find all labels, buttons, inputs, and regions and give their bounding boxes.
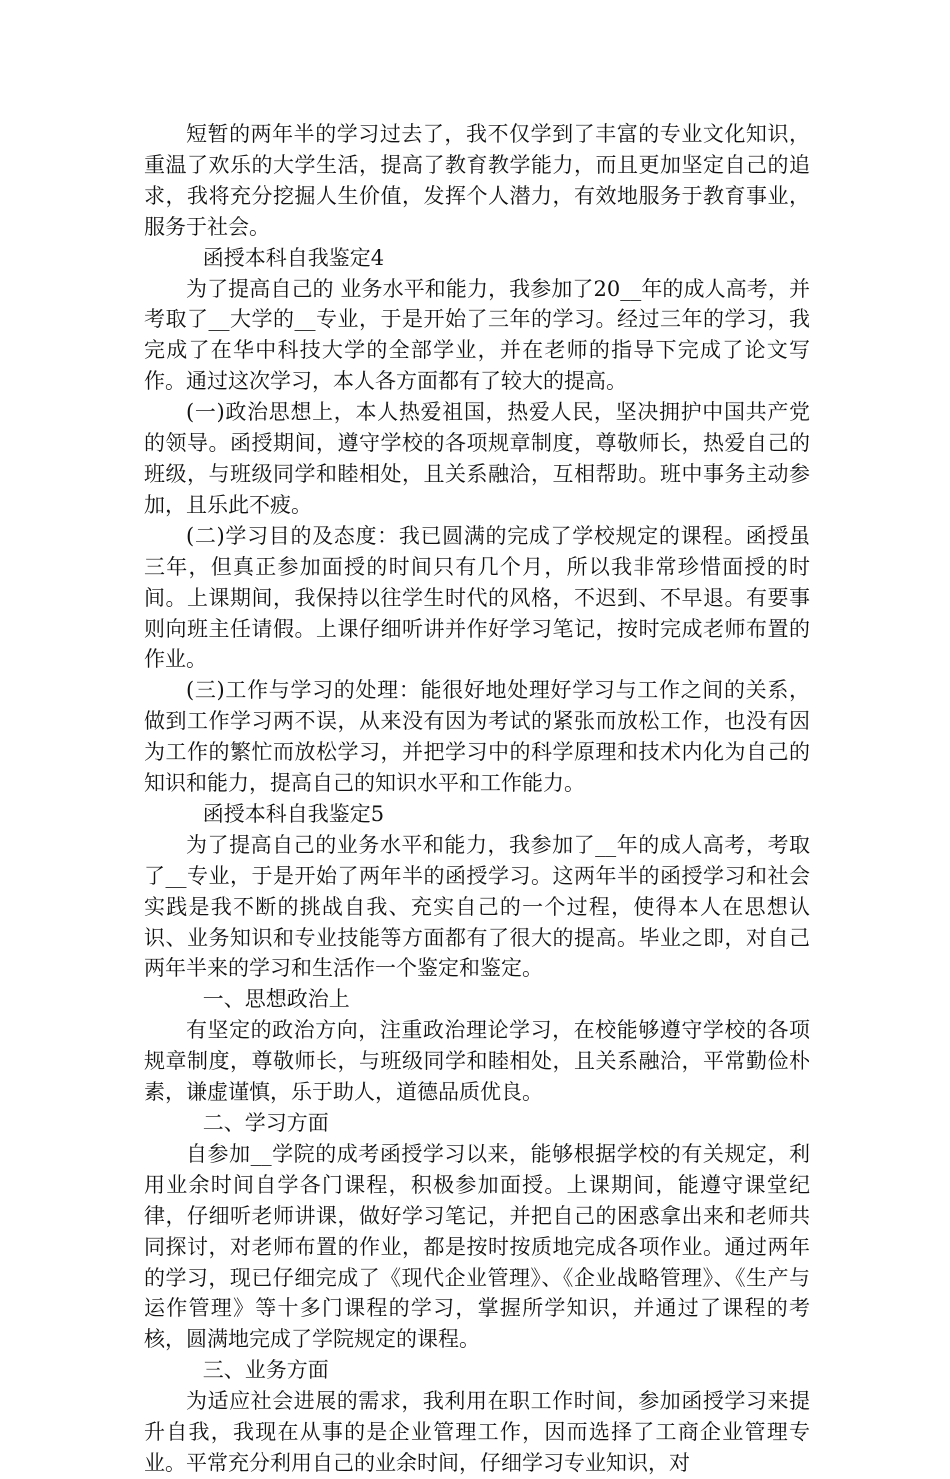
subheading-politics: 一、思想政治上	[202, 987, 350, 1012]
paragraph-summary: 短暂的两年半的学习过去了，我不仅学到了丰富的专业文化知识，重温了欢乐的大学生活，提高了教育教学能力，而且更加坚定自己的追求，我将充分挖掘人生价值，发挥个人潜力，有效地服务于教育事业，服务于社会。	[144, 122, 810, 239]
paragraph-politics: 有坚定的政治方向，注重政治理论学习，在校能够遵守学校的各项规章制度，尊敬师长，与班级同学和睦相处，且关系融洽，平常勤俭朴素，谦虚谨慎，乐于助人，道德品质优良。	[144, 1018, 810, 1105]
paragraph-political: (一)政治思想上，本人热爱祖国，热爱人民，坚决拥护中国共产党的领导。函授期间，遵守学校的各项规章制度，尊敬师长，热爱自己的班级，与班级同学和睦相处，且关系融洽，互相帮助。班中事务主动参加，且乐此不疲。	[144, 400, 810, 517]
section-heading-4: 函授本科自我鉴定4	[202, 245, 385, 270]
subheading-business: 三、业务方面	[202, 1358, 329, 1383]
paragraph-study: 自参加__学院的成考函授学习以来，能够根据学校的有关规定，利用业余时间自学各门课程，积极参加面授。上课期间，能遵守课堂纪律，仔细听老师讲课，做好学习笔记，并把自己的困惑拿出来和老师共同探讨，对老师布置的作业，都是按时按质地完成各项作业。通过两年的学习，现已仔细完成了《现代企业管理》、《企业战略管理》、《生产与运作管理》等十多门课程的学习，掌握所学知识，并通过了课程的考核，圆满地完成了学院规定的课程。	[144, 1141, 810, 1352]
subheading-study: 二、学习方面	[202, 1111, 329, 1135]
paragraph-work-study: (三)工作与学习的处理：能很好地处理好学习与工作之间的关系，做到工作学习两不误，从来没有因为考试的紧张而放松工作，也没有因为工作的繁忙而放松学习，并把学习中的科学原理和技术内化为自己的知识和能力，提高自己的知识水平和工作能力。	[144, 678, 810, 796]
paragraph-business: 为适应社会进展的需求，我利用在职工作时间，参加函授学习来提升自我，我现在从事的是企业管理工作，因而选择了工商企业管理专业。平常充分利用自己的业余时间，仔细学习专业知识，对	[144, 1389, 810, 1475]
paragraph-intro-4: 为了提高自己的 业务水平和能力，我参加了20__年的成人高考，并考取了__大学的__专业，于是开始了三年的学习。经过三年的学习，我完成了在华中科技大学的全部学业，并在老师的指导下完成了论文写作。通过这次学习，本人各方面都有了较大的提高。	[144, 276, 810, 394]
paragraph-intro-5: 为了提高自己的业务水平和能力，我参加了__年的成人高考，考取了__专业，于是开始了两年半的函授学习。这两年半的函授学习和社会实践是我不断的挑战自我、充实自己的一个过程，使得本人在思想认识、业务知识和专业技能等方面都有了很大的提高。毕业之即，对自己两年半来的学习和生活作一个鉴定和鉴定。	[144, 832, 810, 981]
paragraph-study-attitude: (二)学习目的及态度：我已圆满的完成了学校规定的课程。函授虽三年，但真正参加面授的时间只有几个月，所以我非常珍惜面授的时间。上课期间，我保持以往学生时代的风格，不迟到、不早退。有要事则向班主任请假。上课仔细听讲并作好学习笔记，按时完成老师布置的作业。	[144, 523, 810, 672]
document-body	[144, 119, 810, 1479]
section-heading-5: 函授本科自我鉴定5	[202, 801, 385, 826]
